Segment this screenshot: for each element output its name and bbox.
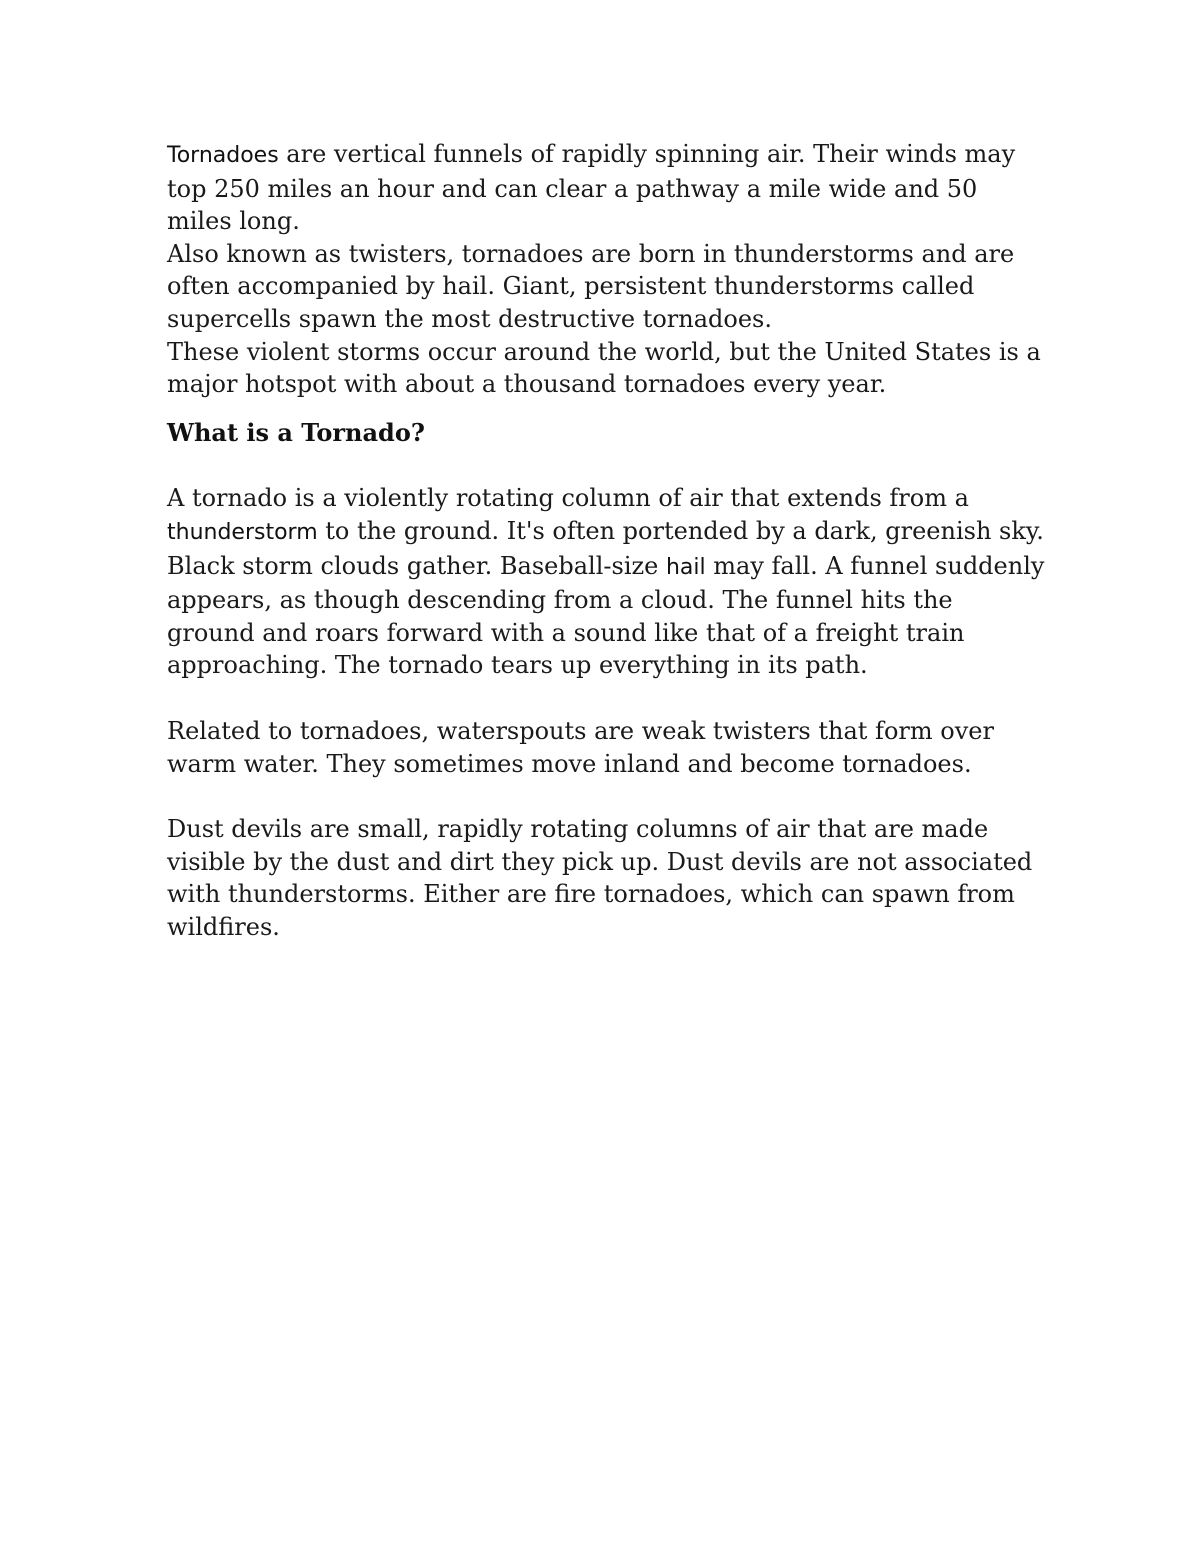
intro-paragraph-3: These violent storms occur around the world, but the United States is a major hotspot with about a thousand tornadoes every year. [167, 337, 1041, 399]
body-paragraph-1-text-a: A tornado is a violently rotating column of air that extends from a [167, 484, 969, 513]
body-paragraph-1-text-b: to the ground. It's often portended by a dark, greenish sky. Black storm clouds gather. Baseball-size [167, 516, 1044, 580]
hail-link[interactable]: hail [665, 554, 706, 580]
thunderstorm-link[interactable]: thunderstorm [167, 519, 318, 545]
body-paragraph-1-text-c: may fall. A funnel suddenly appears, as though descending from a cloud. The funnel hits the ground and roars forward with a sound like that of a freight train approaching. The tornado tears up everything in its path. [167, 551, 1045, 680]
term-tornadoes: Tornadoes [167, 143, 279, 168]
section-heading: What is a Tornado? [167, 417, 425, 447]
body-paragraph-1 [167, 482, 1047, 682]
document-page [167, 138, 1047, 943]
body-paragraph-3: Dust devils are small, rapidly rotating columns of air that are made visible by the dust and dirt they pick up. Dust devils are not associated with thunderstorms. Either are fire tornadoes, which can spawn from wildfires. [167, 815, 1033, 941]
intro-paragraph-2: Also known as twisters, tornadoes are born in thunderstorms and are often accompanied by hail. Giant, persistent thunderstorms called supercells spawn the most destructive tornadoes. [167, 239, 1015, 333]
intro-paragraph-1-text: are vertical funnels of rapidly spinning air. Their winds may top 250 miles an hour and can clear a pathway a mile wide and 50 miles long. [167, 140, 1016, 236]
intro-paragraph-1 [167, 138, 1047, 238]
body-paragraph-2: Related to tornadoes, waterspouts are weak twisters that form over warm water. They sometimes move inland and become tornadoes. [167, 716, 994, 778]
